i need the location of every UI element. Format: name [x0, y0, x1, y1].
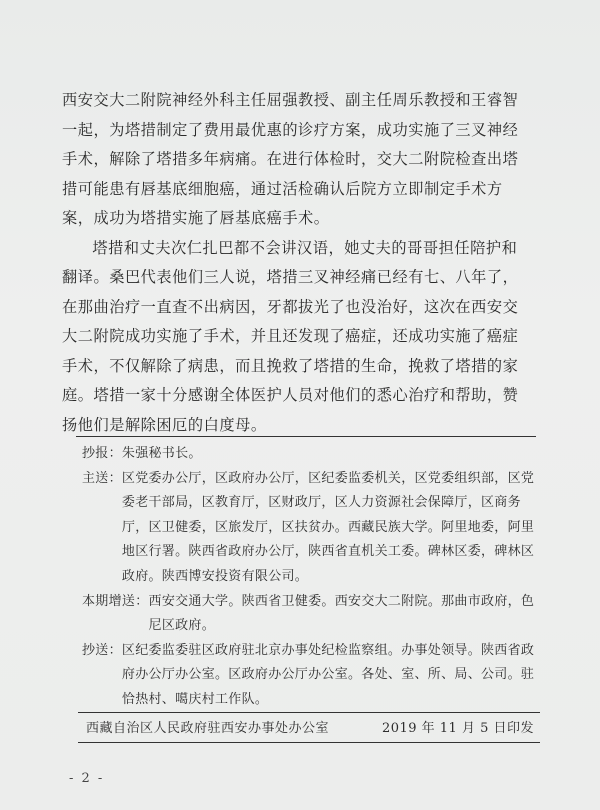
extra-send-label: 本期增送： [82, 593, 149, 609]
paragraph-gratitude: 塔措和丈夫次仁扎巴都不会讲汉语，她丈夫的哥哥担任陪护和翻译。桑巴代表他们三人说，塔措三叉神经痛已经有七、八年了，在那曲治疗一直查不出病因，牙都拔光了也没治好，这次在西安交大二附院成功实施了手术，并且还发现了癌症，还成功实施了癌症手术，不仅解除了病患，而且挽救了塔措的生命，挽救了塔措的家庭。塔措一家十分感谢全体医护人员对他们的悉心治疗和帮助，赞扬他们是解除困厄的白度母。 [62, 238, 519, 434]
main-send-row [82, 467, 542, 590]
issue-date: 2019 年 11 月 5 日印发 [381, 721, 534, 736]
main-send-content: 区党委办公厅，区政府办公厅，区纪委监委机关，区党委组织部，区党委老干部局，区教育厅，区财政厅，区人力资源社会保障厅，区商务厅，区卫健委，区旅发厅，区扶贫办。西藏民族大学。阿里地委，阿里地区行署。陕西省政府办公厅，陕西省直机关工委。碑林区委，碑林区政府。陕西博安投资有限公司。 [121, 470, 535, 584]
copy-send-label: 抄送： [82, 642, 122, 658]
distribution-top-rule [76, 436, 536, 437]
main-send-label: 主送： [82, 470, 122, 486]
body-text [62, 86, 532, 440]
copy-send-content: 区纪委监委驻区政府驻北京办事处纪检监察组。办事处领导。陕西省政府办公厅办公室。区政府办公厅办公室。各处、室、所、局、公司。驻恰热村、噶庆村工作队。 [121, 642, 535, 707]
footer-bottom-rule [78, 742, 540, 743]
report-to-content: 朱强秘书长。 [121, 446, 202, 461]
distribution-block [82, 442, 542, 713]
report-to-row [82, 442, 542, 467]
footer-top-rule [78, 712, 540, 713]
paragraph-treatment: 西安交大二附院神经外科主任屈强教授、副主任周乐教授和王睿智一起，为塔措制定了费用最优惠的诊疗方案，成功实施了三叉神经手术，解除了塔措多年病痛。在进行体检时，交大二附院检查出塔措可能患有唇基底细胞癌，通过活检确认后院方立即制定手术方案，成功为塔措实施了唇基底癌手术。 [62, 91, 519, 227]
issuance-footer [86, 717, 534, 736]
copy-send-row [82, 639, 542, 713]
report-to-label: 抄报： [82, 446, 122, 461]
extra-send-row [82, 590, 542, 639]
page-number: - 2 - [69, 771, 105, 786]
issuer-name: 西藏自治区人民政府驻西安办事处办公室 [86, 721, 330, 736]
extra-send-content: 西安交通大学。陕西省卫健委。西安交大二附院。那曲市政府，色尼区政府。 [148, 593, 535, 634]
